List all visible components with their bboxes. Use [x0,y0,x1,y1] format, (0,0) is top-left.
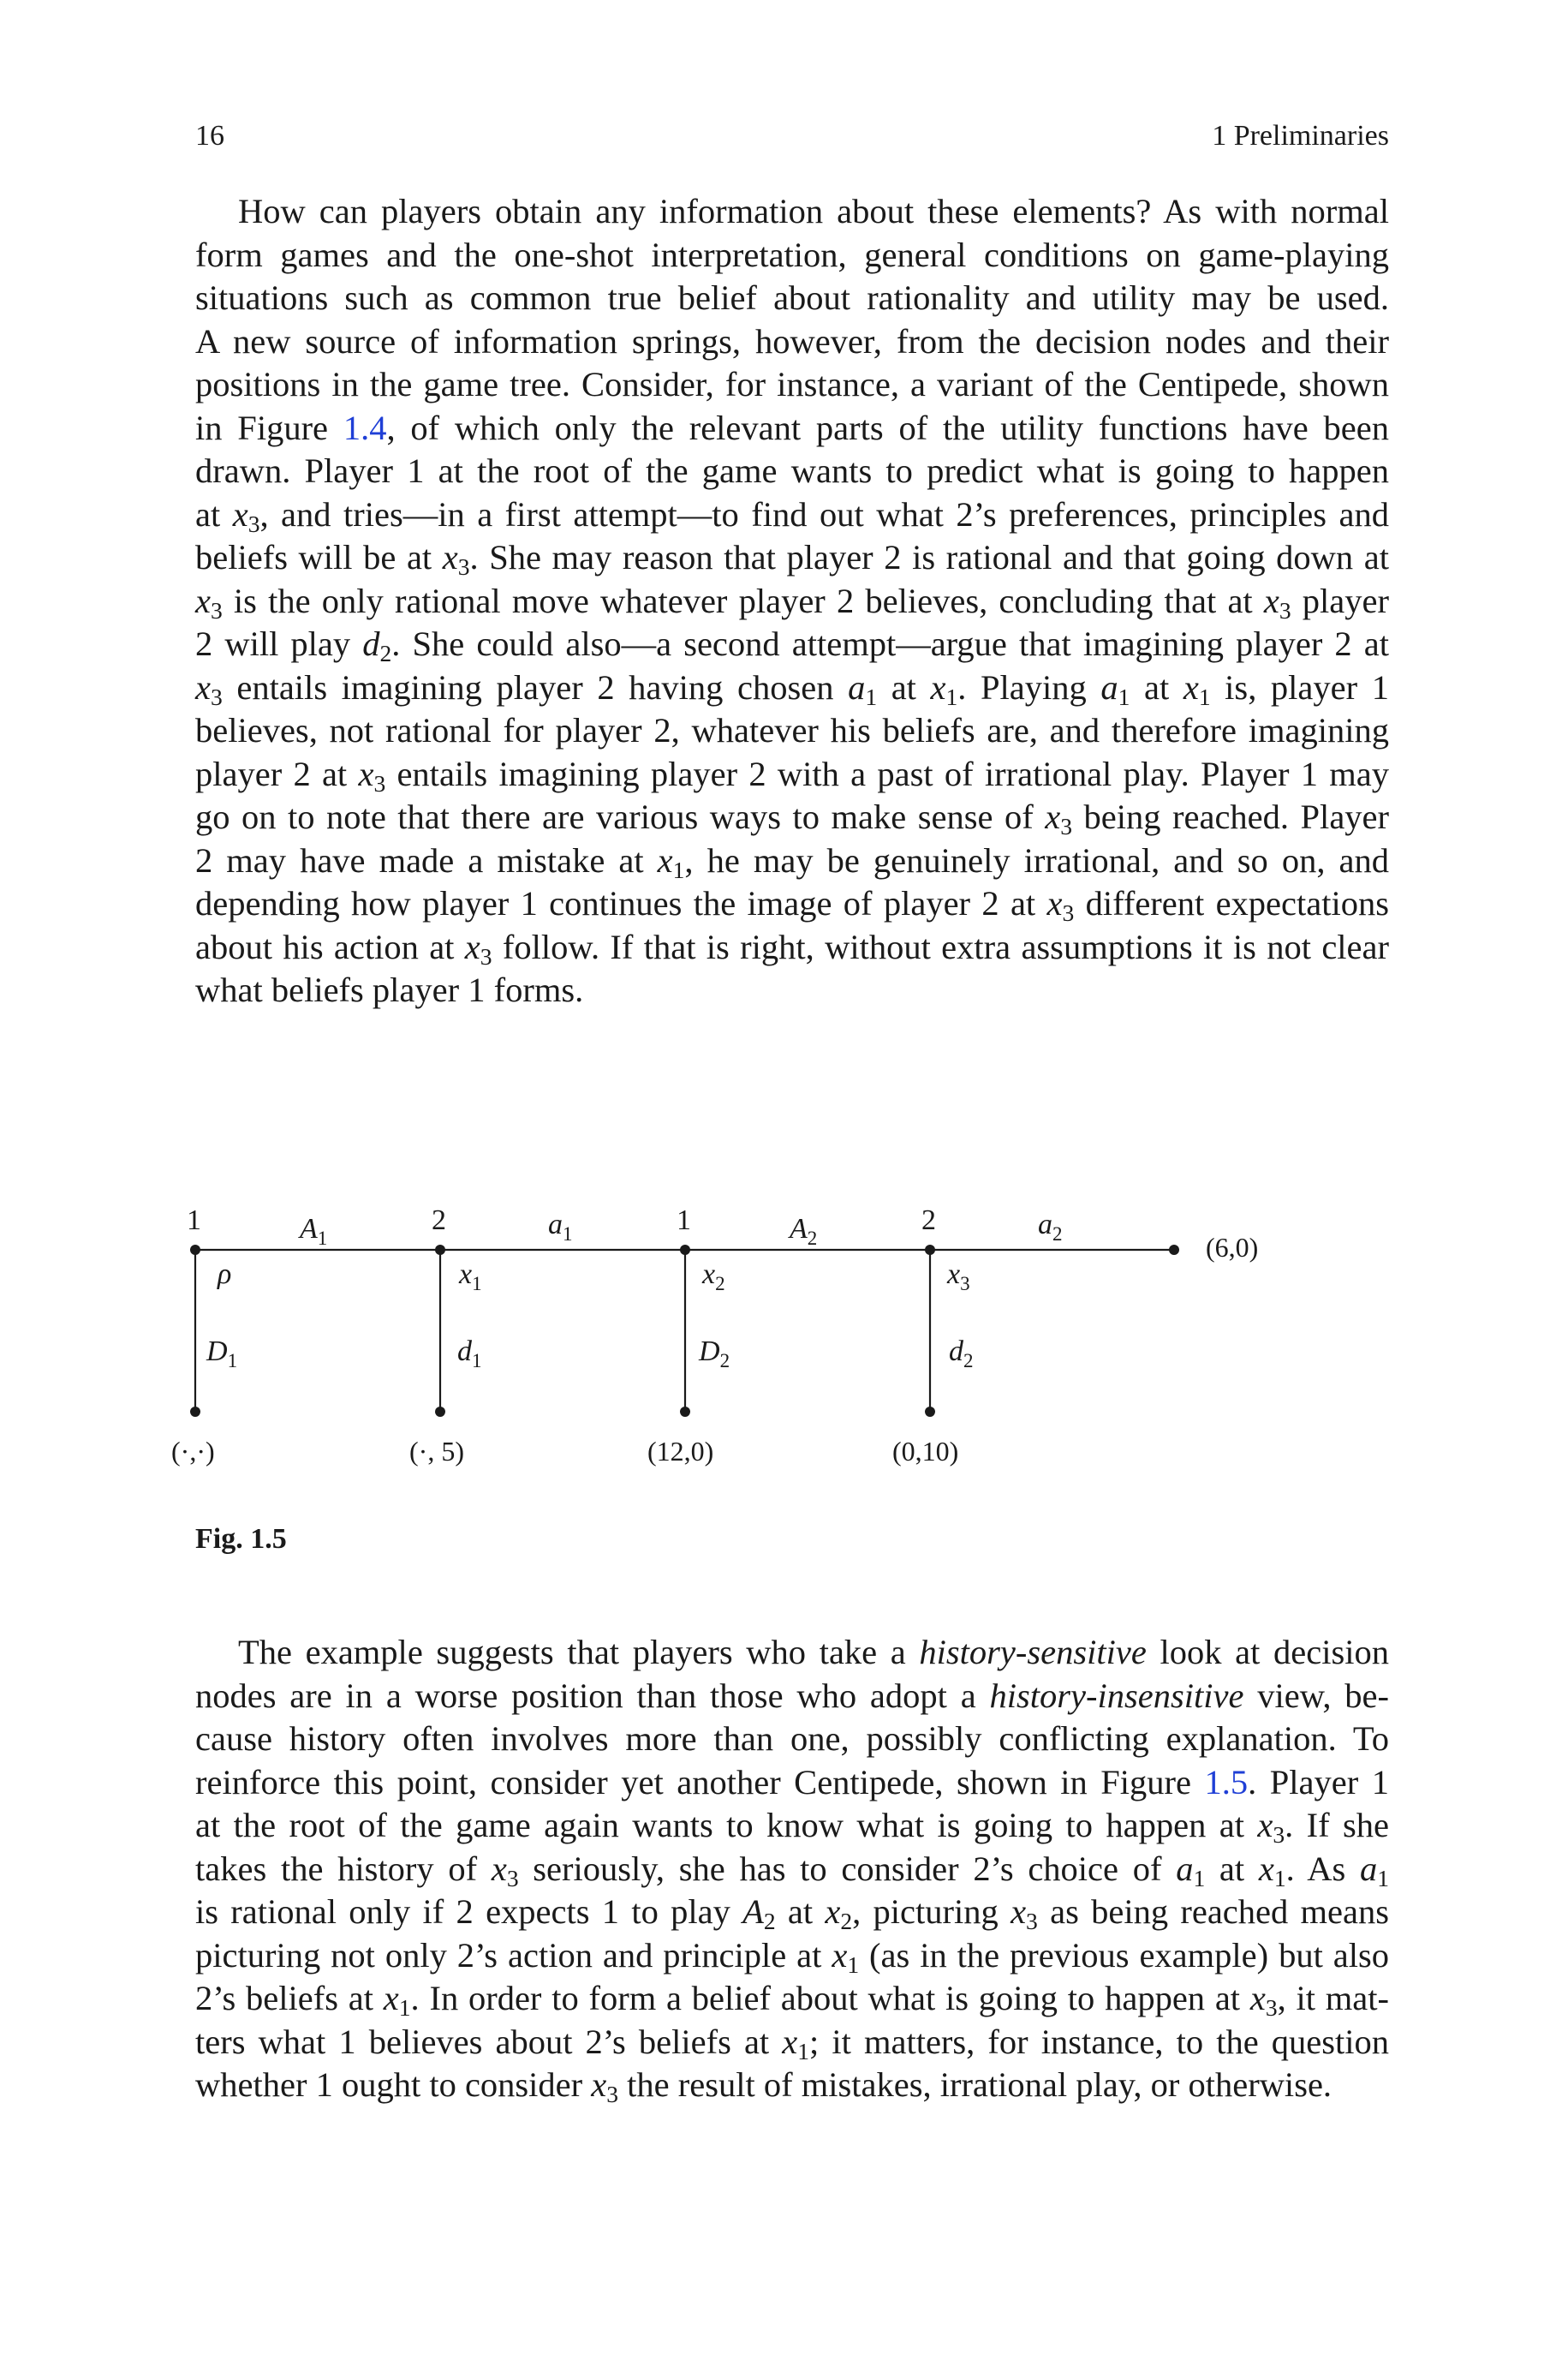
figure-link-1-4[interactable]: 1.4 [343,408,387,447]
move-label-A1: $A_1$ [300,1213,328,1249]
terminal-d1 [435,1407,445,1417]
move-label-a1: $a_1$ [548,1209,573,1245]
terminal-d2 [925,1407,935,1417]
move-label-A2: $A_2$ [790,1213,818,1249]
figure-link-1-5[interactable]: 1.5 [1204,1762,1249,1801]
player-label: 2 [432,1204,446,1236]
paragraph-2: The example suggests that players who take a history-sensitive look at decision nodes are in a worse position than those who adopt a history-insensitive view, be- cause history often involves more than one, possibly conflicting explanation. To reinforce this point, consider yet another Centipede, shown in Figure 1.5. Player 1 at the root of the game again wants to know what is going to happen at $x_3$. If she takes the history of $x_3$ seriously, she has to consider 2’s choice of $a_1$ at $x_1$. As $a_1$ is rational only if 2 expects 1 to play $A_2$ at $x_2$, picturing $x_3$ as being reached means picturing not only 2’s action and principle at $x_1$ (as in the previous example) but also 2’s beliefs at $x_1$. In order to form a belief about what is going to happen at $x_3$, it mat- ters what 1 believes about 2’s beliefs at $x_1$; it matters, for instance, to the question whether 1 ought to consider $x_3$ the result of mistakes, irrational play, or otherwise. [195,1633,1390,2107]
player-label: 1 [187,1204,201,1236]
payoff-D2: (12,0) [647,1436,714,1467]
node-label-x3: $x_3$ [947,1258,970,1294]
node-label-x2: $x_2$ [702,1258,725,1294]
terminal-D1 [190,1407,200,1417]
node-label-rho: ρ [218,1258,232,1290]
move-label-d1: $d_1$ [457,1335,482,1371]
running-head: 1 Preliminaries [1212,120,1389,152]
node-x1 [435,1245,445,1255]
payoff-end: (6,0) [1206,1232,1259,1263]
payoff-d1: (·, 5) [409,1436,464,1467]
move-label-D1: $D_1$ [206,1335,238,1371]
node-label-x1: $x_1$ [459,1258,482,1294]
paragraph-1: How can players obtain any information about these elements? As with normal form games and the one-shot interpretation, general conditions on game-playing situations such as common true belief about rationality and utility may be used. A new source of information springs, however, from the decision nodes and their positions in the game tree. Consider, for instance, a variant of the Centipede, shown in Figure 1.4, of which only the relevant parts of the utility functions have been drawn. Player 1 at the root of the game wants to predict what is going to happen at $x_3$, and tries—in a first attempt—to find out what 2’s preferences, principles and beliefs will be at $x_3$. She may reason that player 2 is rational and that going down at $x_3$ is the only rational move whatever player 2 believes, concluding that at $x_3$ player 2 will play $d_2$. She could also—a second attempt—argue that imagining player 2 at $x_3$ entails imagining player 2 having chosen $a_1$ at $x_1$. Playing $a_1$ at $x_1$ is, player 1 believes, not rational for player 2, whatever his beliefs are, and therefore imagining player 2 at $x_3$ entails imagining player 2 with a past of irrational play. Player 1 may go on to note that there are various ways to make sense of $x_3$ being reached. Player 2 may have made a mistake at $x_1$, he may be genuinely irrational, and so on, and depending how player 1 continues the image of player 2 at $x_3$ different expectations about his action at $x_3$ follow. If that is right, without extra assumptions it is not clear what beliefs player 1 forms. [195,192,1390,1009]
figure-caption: Fig. 1.5 [195,1523,287,1555]
payoff-D1: (·,·) [171,1436,215,1467]
centipede-game-tree [154,1182,1285,1491]
player-label: 2 [921,1204,936,1236]
move-label-a2: $a_2$ [1038,1209,1063,1245]
move-label-D2: $D_2$ [699,1335,730,1371]
move-label-d2: $d_2$ [949,1335,974,1371]
player-label: 1 [677,1204,691,1236]
terminal-D2 [680,1407,690,1417]
node-x3 [925,1245,935,1255]
page-number: 16 [195,120,224,152]
payoff-d2: (0,10) [892,1436,959,1467]
node-x2 [680,1245,690,1255]
terminal-end [1169,1245,1179,1255]
node-rho [190,1245,200,1255]
